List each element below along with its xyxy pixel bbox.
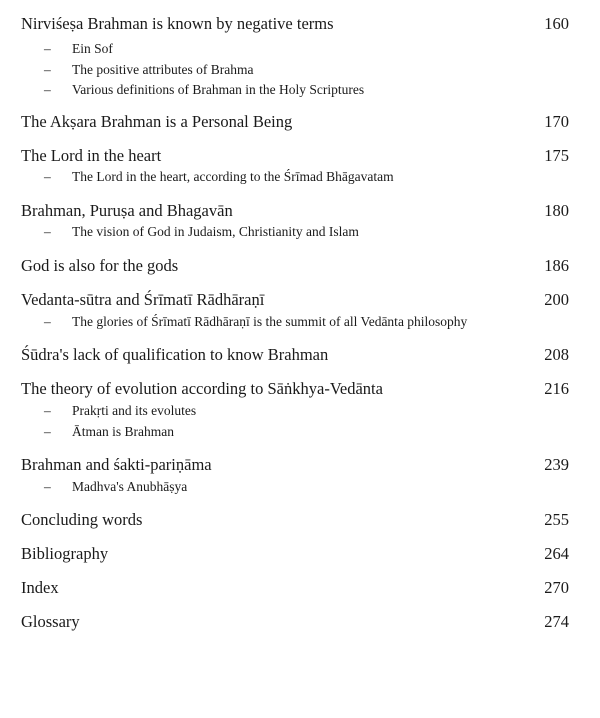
subentry-dash: –	[44, 424, 51, 439]
subentry-dash: –	[44, 82, 51, 97]
toc-entry-title: Index	[21, 578, 59, 597]
toc-subentry	[44, 62, 253, 78]
toc-subentry-text: Madhva's Anubhāṣya	[72, 479, 188, 494]
toc-entry-title: Concluding words	[21, 510, 143, 529]
subentry-dash: –	[44, 479, 51, 494]
toc-entry-page: 160	[544, 14, 569, 33]
subentry-dash: –	[44, 403, 51, 418]
toc-entry-page: 200	[544, 290, 569, 309]
toc-subentry-text: Various definitions of Brahman in the Holy Scriptures	[72, 82, 365, 97]
toc-subentry	[44, 424, 174, 440]
toc-subentry	[44, 169, 394, 185]
toc-entry-page: 208	[544, 345, 569, 364]
toc-entry-page: 170	[544, 112, 569, 131]
toc-entry-page: 175	[544, 146, 569, 165]
subentry-dash: –	[44, 224, 51, 239]
toc-entry-page: 264	[544, 544, 569, 563]
toc-entry-page: 270	[544, 578, 569, 597]
toc-subentry	[44, 224, 359, 240]
toc-entry-page: 255	[544, 510, 569, 529]
toc-entry-title: The Akṣara Brahman is a Personal Being	[21, 112, 293, 131]
toc-subentry-text: The vision of God in Judaism, Christianity and Islam	[72, 224, 359, 239]
toc-subentry-text: Ātman is Brahman	[72, 424, 174, 439]
subentry-dash: –	[44, 62, 51, 77]
toc-entry-page: 180	[544, 201, 569, 220]
toc-entry-page: 216	[544, 379, 569, 398]
toc-entry-title: The theory of evolution according to Sāṅkhya-Vedānta	[21, 379, 383, 398]
toc-entry-title: Brahman and śakti-pariṇāma	[21, 455, 212, 474]
toc-subentry	[44, 314, 467, 330]
subentry-dash: –	[44, 314, 51, 329]
toc-entry-title: Śūdra's lack of qualification to know Brahman	[21, 345, 329, 364]
subentry-dash: –	[44, 41, 51, 56]
toc-subentry-text: Ein Sof	[72, 41, 113, 56]
toc-entry-title: Brahman, Puruṣa and Bhagavān	[21, 201, 233, 220]
toc-subentry	[44, 41, 113, 57]
toc-entry-page: 239	[544, 455, 569, 474]
toc-subentry	[44, 403, 196, 419]
toc-entry-title: Vedanta-sūtra and Śrīmatī Rādhāraṇī	[21, 290, 265, 309]
toc-entry-page: 274	[544, 612, 569, 631]
toc-subentry	[44, 82, 364, 98]
toc-entry-title: Bibliography	[21, 544, 109, 563]
toc-entry-title: God is also for the gods	[21, 256, 179, 275]
toc-entry-title: Glossary	[21, 612, 80, 631]
subentry-dash: –	[44, 169, 51, 184]
toc-subentry-text: The Lord in the heart, according to the Śrīmad Bhāgavatam	[72, 169, 394, 184]
toc-entry-title: Nirviśeṣa Brahman is known by negative terms	[21, 14, 334, 33]
toc-entry-page: 186	[544, 256, 569, 275]
toc-subentry-text: Prakṛti and its evolutes	[72, 403, 197, 418]
toc-entry-title: The Lord in the heart	[21, 146, 162, 165]
toc-subentry	[44, 479, 187, 495]
toc-subentry-text: The glories of Śrīmatī Rādhāraṇī is the summit of all Vedānta philosophy	[72, 314, 468, 329]
toc-subentry-text: The positive attributes of Brahma	[72, 62, 254, 77]
